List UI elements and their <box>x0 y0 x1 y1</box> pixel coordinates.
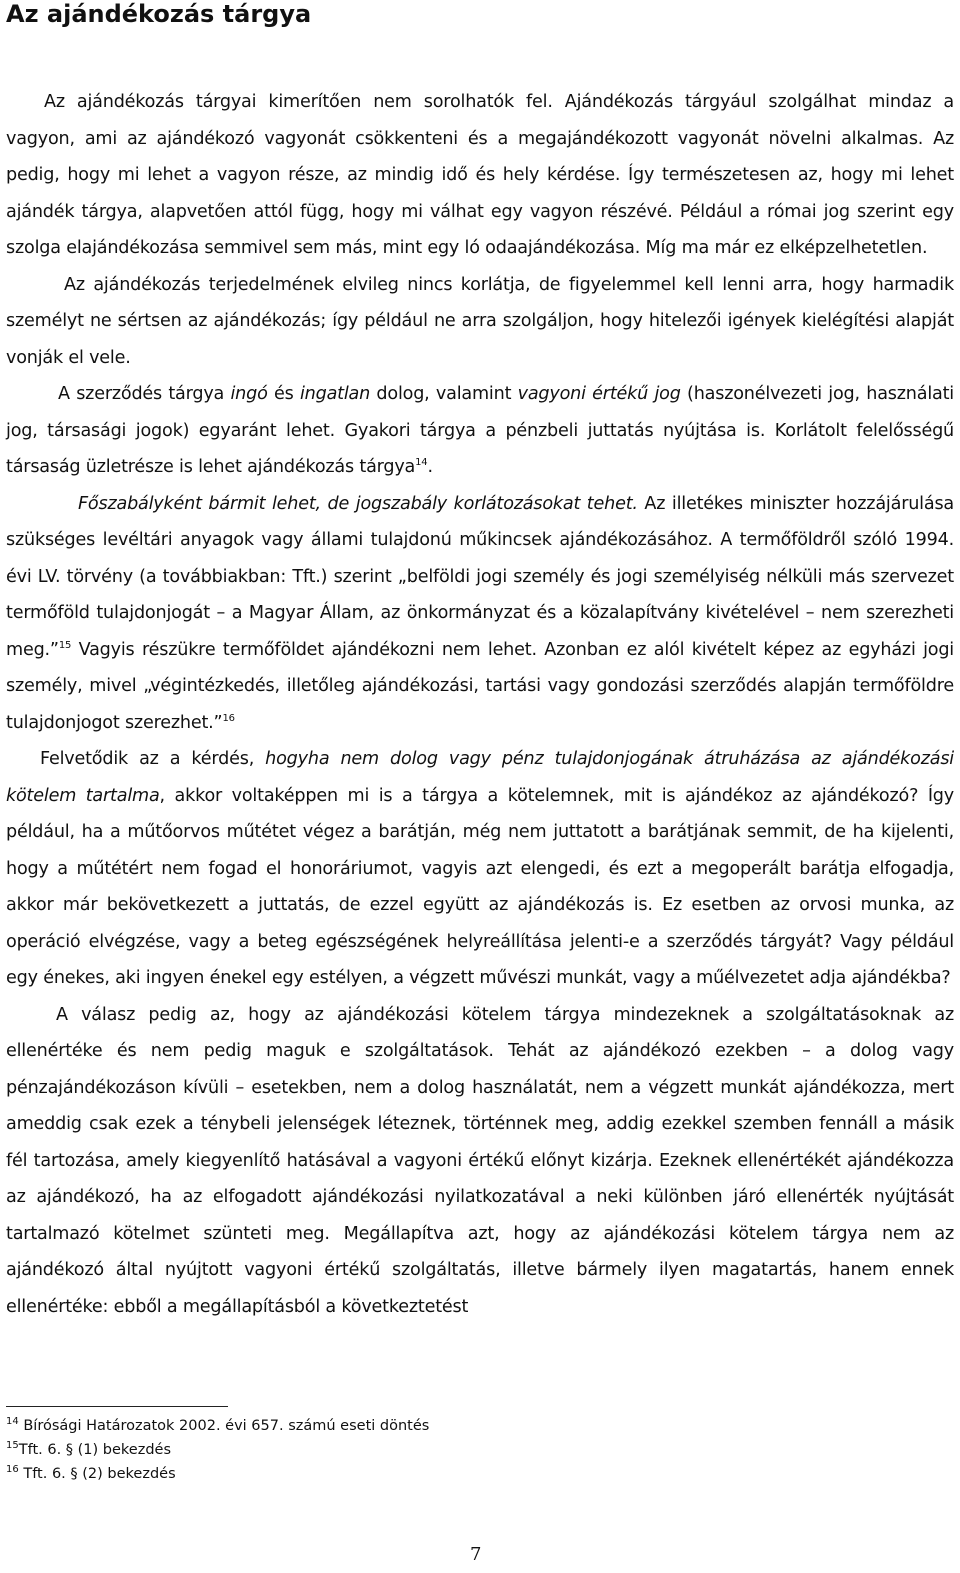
footnotes <box>6 1414 429 1486</box>
paragraph-1: Az ajándékozás tárgyai kimerítően nem sorolhatók fel. Ajándékozás tárgyául szolgálhat mindaz a vagyon, ami az ajándékozó vagyonát csökkenteni és a megajándékozott vagyonát növelni alkalmas. Az pedig, hogy mi lehet a vagyon része, az mindig idő és hely kérdése. Így természetesen az, hogy mi lehet ajándék tárgya, alapvetően attól függ, hogy mi válhat egy vagyon részévé. Például a római jog szerint egy szolga elajándékozása semmivel sem más, mint egy ló odaajándékozása. Míg ma már ez elképzelhetetlen. <box>6 92 954 258</box>
page-title: Az ajándékozás tárgya <box>6 0 312 28</box>
italic-sentence: Főszabályként bármit lehet, de jogszabály korlátozásokat tehet. <box>78 493 638 514</box>
footnote-14: $^{14}$ Bírósági Határozatok 2002. évi 657. számú eseti döntés <box>6 1416 430 1434</box>
italic-term: ingatlan <box>299 384 371 404</box>
paragraph-4: Főszabályként bármit lehet, de jogszabály korlátozásokat tehet. Az illetékes miniszter hozzájárulása szükséges levéltári anyagok vagy állami tulajdonú műkincsek ajándékozásához. A termőföldről szóló 1994. évi LV. törvény (a továbbiakban: Tft.) szerint „belföldi jogi személy és jogi személyiség nélküli más szervezet termőföld tulajdonjogát – a Magyar Állam, az önkormányzat és a közalapítvány kivételével – nem szerezheti meg.”$^{15}$ Vagyis részükre termőföldet ajándékozni nem lehet. Azonban ez alól kivételt képez az egyházi jogi személy, mivel „végintézkedés, illetőleg ajándékozási, tartási vagy gondozási szerződés alapján termőföldre tulajdonjogot szerezhet.”$^{16}$ <box>6 493 954 733</box>
italic-phrase: hogyha nem dolog vagy pénz tulajdonjogának átruházása az ajándékozási kötelem tartalma <box>6 749 954 806</box>
footnote-ref: 15 <box>58 639 72 651</box>
footnote-16: $^{16}$ Tft. 6. § (2) bekezdés <box>6 1464 176 1482</box>
paragraph-2: Az ajándékozás terjedelmének elvileg nincs korlátja, de figyelemmel kell lenni arra, hogy harmadik személyt ne sértsen az ajándékozás; így például ne arra szolgáljon, hogy hitelezői igények kielégítési alapját vonják el vele. <box>6 274 954 368</box>
footnote-divider <box>6 1406 228 1407</box>
italic-term: ingó <box>230 384 268 404</box>
document-page <box>6 0 954 1325</box>
paragraph-5: Felvetődik az a kérdés, hogyha nem dolog vagy pénz tulajdonjogának átruházása az ajándékozási kötelem tartalma, akkor voltaképpen mi is a tárgya a kötelemnek, mit is ajándékoz az ajándékozó? Így például, ha a műtőorvos műtétet végez a barátján, még nem juttatott a barátjának semmit, de ha kijelenti, hogy a műtétért nem fogad el honoráriumot, vagyis azt elengedi, és ezt a megoperált barátja elfogadja, akkor már bekövetkezett a juttatás, de ezzel együtt az ajándékozás is. Ez esetben az orvosi munka, az operáció elvégzése, vagy a beteg egészségének helyreállítása jelenti-e a szerződés tárgyát? Vagy például egy énekes, aki ingyen énekel egy estélyen, a végzett művészi munkát, vagy a műélvezetet adja ajándékba? <box>6 749 954 988</box>
page-number: 7 <box>470 1544 482 1565</box>
footnote-ref: 16 <box>222 712 235 724</box>
italic-term: vagyoni értékű jog <box>517 384 681 404</box>
body-text <box>6 84 954 1325</box>
footnote-15: $^{15}$Tft. 6. § (1) bekezdés <box>6 1440 172 1458</box>
paragraph-6: A válasz pedig az, hogy az ajándékozási kötelem tárgya mindezeknek a szolgáltatásoknak az ellenértéke és nem pedig maguk e szolgáltatások. Tehát az ajándékozó ezekben – a dolog vagy pénzajándékozáson kívüli – esetekben, nem a dolog használatát, nem a végzett munkát ajándékozza, mert ameddig csak ezek a ténybeli jelenségek léteznek, történnek meg, addig ezekkel szemben fennáll a másik fél tartozása, amely kiegyenlítő hatásával a vagyoni értékű előnyt kizárja. Ezeknek ellenértékét ajándékozza az ajándékozó, ha az elfogadott ajándékozási nyilatkozatával a neki különben járó ellenérték nyújtását tartalmazó kötelmet szünteti meg. Megállapítva azt, hogy az ajándékozási kötelem tárgya nem az ajándékozó által nyújtott vagyoni értékű szolgáltatás, illetve bármely ilyen magatartás, hanem ennek ellenértéke: ebből a megállapításból a következtetést <box>6 1004 954 1317</box>
paragraph-3: A szerződés tárgya ingó és ingatlan dolog, valamint vagyoni értékű jog (haszonélvezeti jog, használati jog, társasági jogok) egyaránt lehet. Gyakori tárgya a pénzbeli juttatás nyújtása is. Korlátolt felelősségű társaság üzletrésze is lehet ajándékozás tárgya$^{14}$. <box>6 384 954 477</box>
footnote-ref: 14 <box>415 457 428 469</box>
